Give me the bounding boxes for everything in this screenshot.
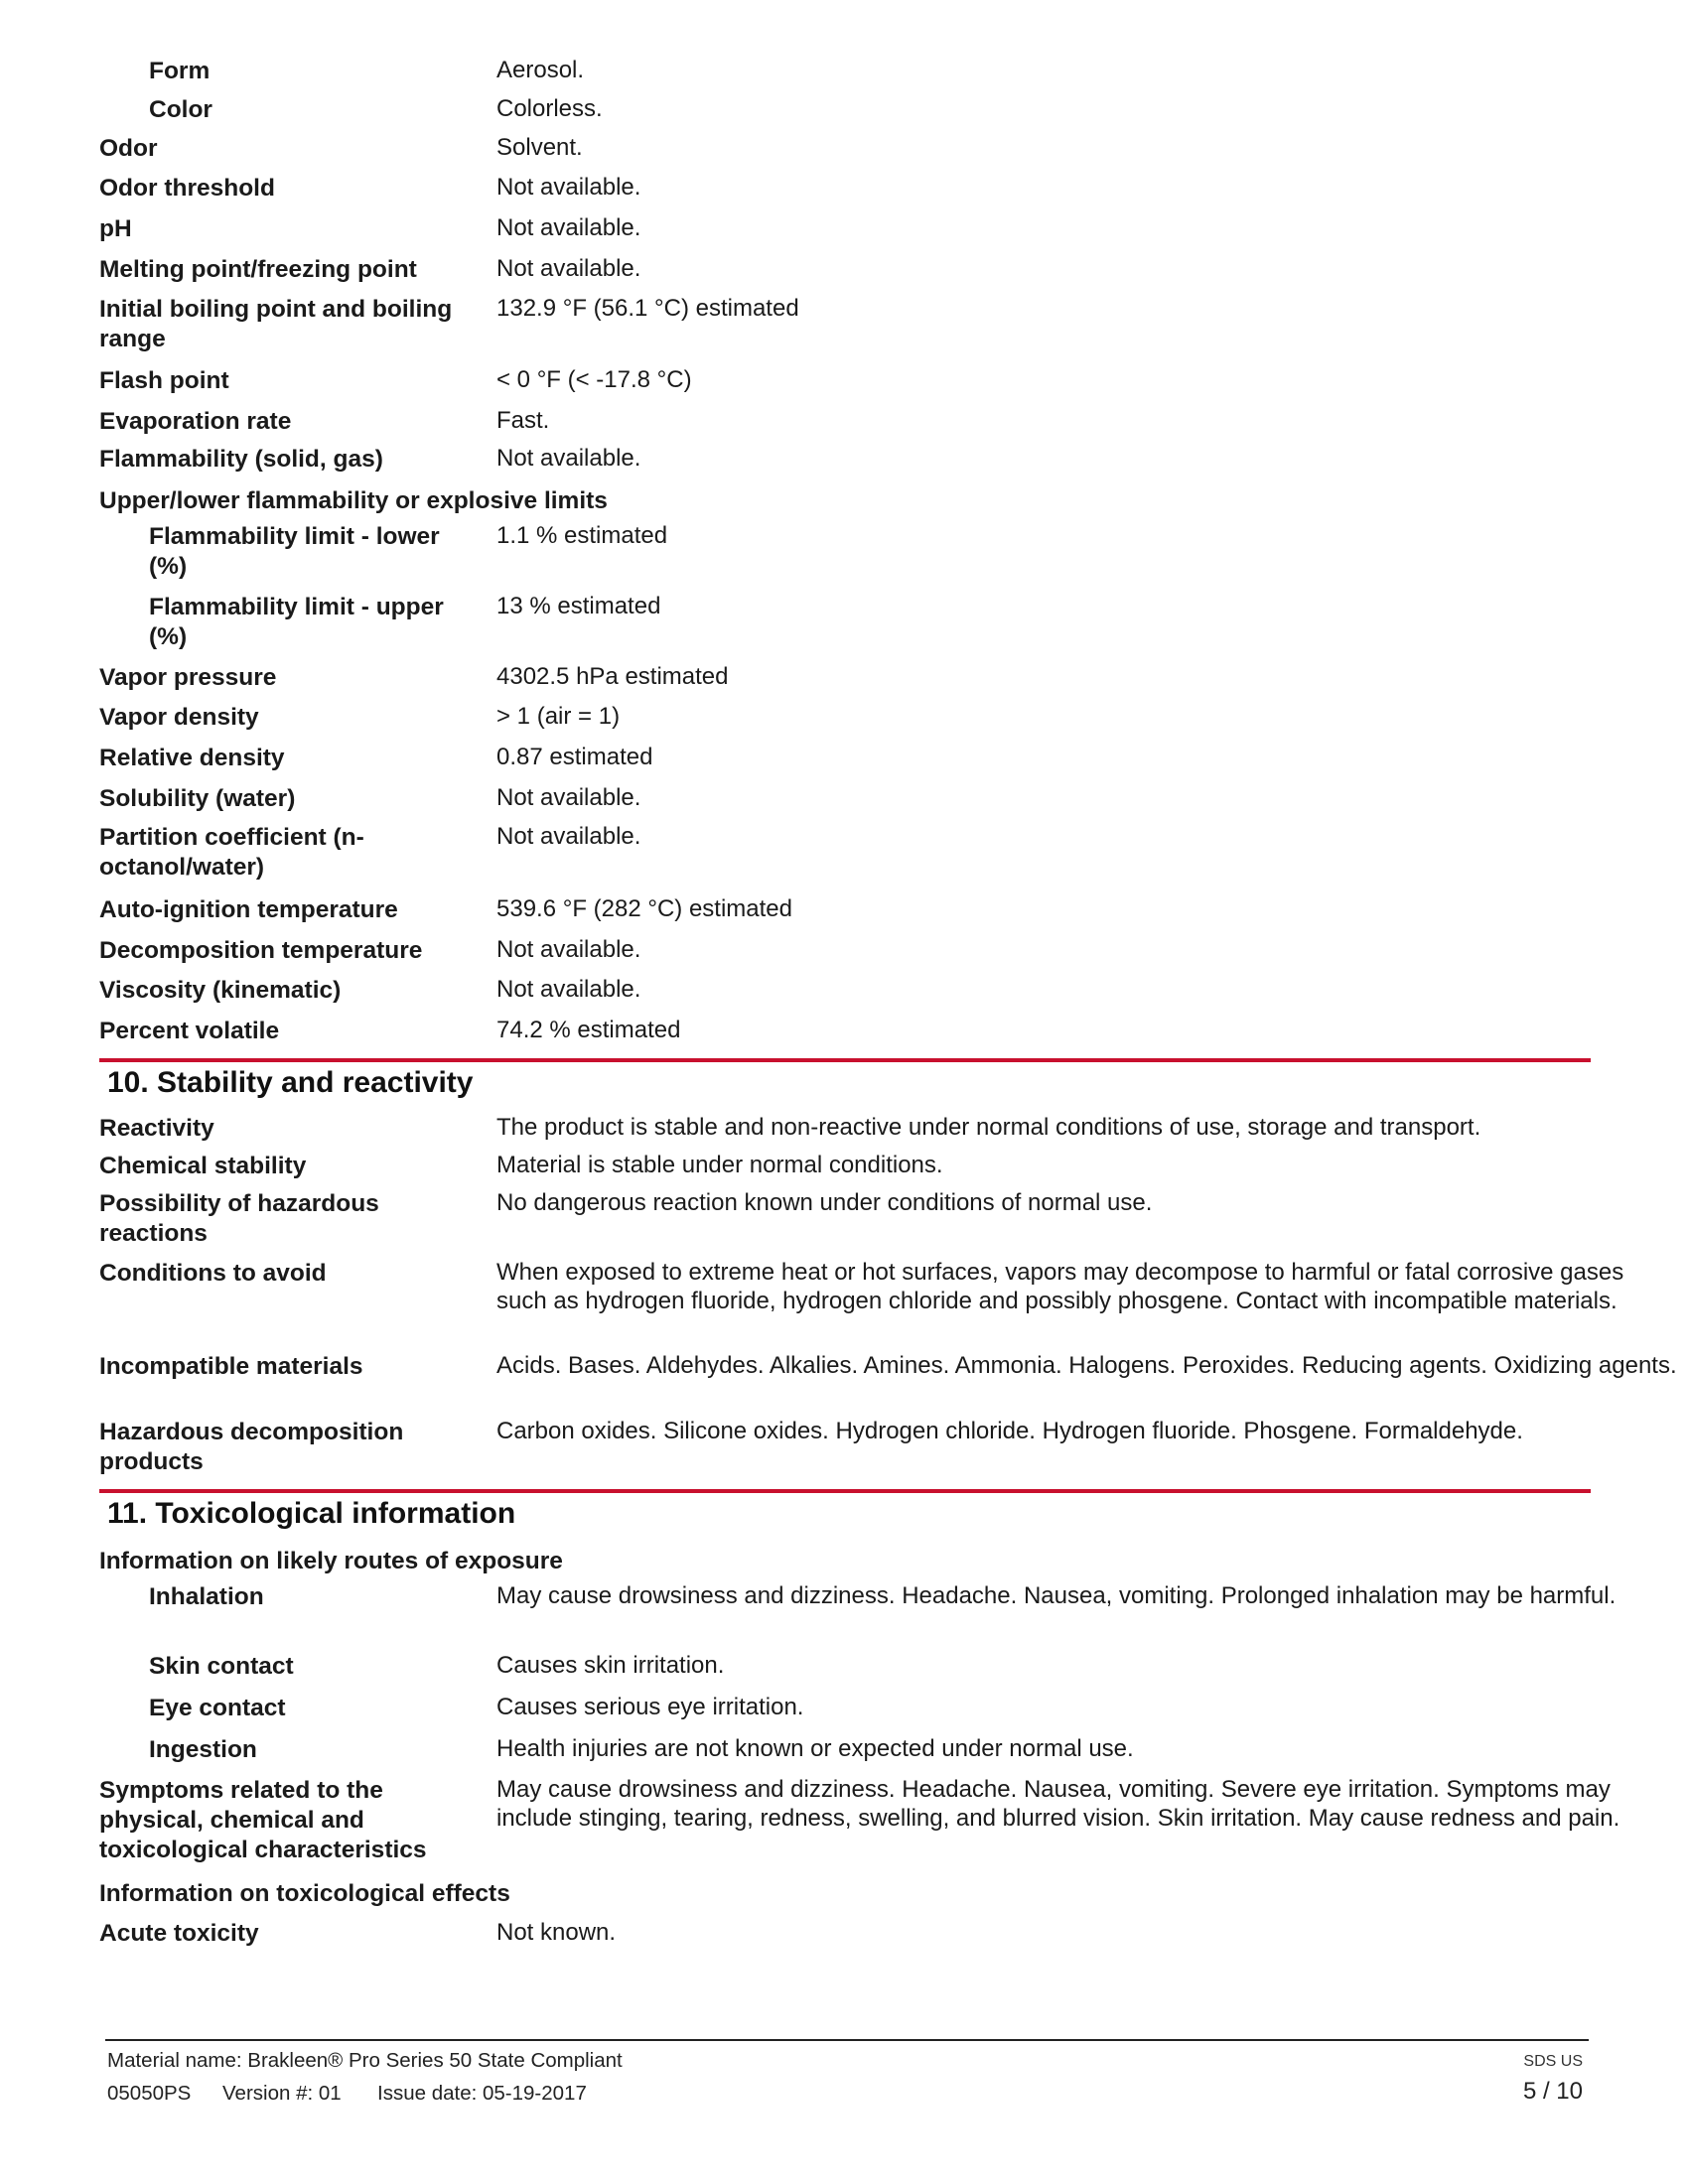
property-label: Flammability limit - upper (%) (149, 594, 444, 650)
exposure-label: Ingestion (149, 1736, 257, 1763)
footer-material-name: Material name: Brakleen® Pro Series 50 State Compliant (107, 2049, 623, 2072)
property-value: < 0 °F (< -17.8 °C) (496, 366, 692, 393)
property-label: Decomposition temperature (99, 937, 423, 964)
property-label: Relative density (99, 745, 285, 771)
footer-issue-date: Issue date: 05-19-2017 (377, 2082, 587, 2105)
stability-label: Chemical stability (99, 1153, 307, 1179)
routes-heading: Information on likely routes of exposure (99, 1548, 563, 1574)
property-value: 13 % estimated (496, 593, 661, 619)
property-value: 539.6 °F (282 °C) estimated (496, 895, 792, 922)
exposure-value: Causes serious eye irritation. (496, 1694, 804, 1720)
stability-label: Conditions to avoid (99, 1260, 327, 1287)
stability-label: Incompatible materials (99, 1353, 363, 1380)
stability-value: The product is stable and non-reactive under normal conditions of use, storage and transport. (496, 1114, 1481, 1141)
property-value: Fast. (496, 407, 550, 434)
property-label: pH (99, 215, 132, 242)
property-value: 0.87 estimated (496, 744, 653, 770)
property-label: Odor threshold (99, 175, 275, 202)
acute-toxicity-value: Not known. (496, 1919, 617, 1946)
property-value: Aerosol. (496, 57, 585, 83)
property-value: Not available. (496, 255, 641, 282)
property-value: 1.1 % estimated (496, 522, 668, 549)
property-value: Not available. (496, 445, 641, 472)
property-value: Solvent. (496, 134, 583, 161)
property-value: 74.2 % estimated (496, 1017, 681, 1043)
exposure-value: Causes skin irritation. (496, 1652, 725, 1679)
property-value: Not available. (496, 174, 641, 201)
property-label: Flammability (solid, gas) (99, 446, 383, 473)
property-label: Auto-ignition temperature (99, 896, 398, 923)
property-value: 132.9 °F (56.1 °C) estimated (496, 295, 799, 322)
property-label: Viscosity (kinematic) (99, 977, 342, 1004)
section-divider (99, 1489, 1591, 1493)
stability-value: Carbon oxides. Silicone oxides. Hydrogen chloride. Hydrogen fluoride. Phosgene. Formaldehyde. (496, 1418, 1523, 1444)
symptoms-value: May cause drowsiness and dizziness. Headache. Nausea, vomiting. Severe eye irritation. Symptoms may include stinging, tearing, redness, swelling, and blurred vision. Skin irritation. May cause redness and pain. (496, 1776, 1620, 1832)
property-label: Vapor density (99, 704, 259, 731)
effects-heading: Information on toxicological effects (99, 1880, 510, 1907)
property-value: Not available. (496, 936, 641, 963)
footer-version: Version #: 01 (222, 2082, 342, 2105)
property-value: Not available. (496, 214, 641, 241)
page-number: 5 / 10 (1522, 2078, 1583, 2105)
property-label: Solubility (water) (99, 785, 296, 812)
footer-doc-type: SDS US (1523, 2053, 1583, 2070)
section-11-title: 11. Toxicological information (107, 1497, 516, 1530)
property-label: Flash point (99, 367, 229, 394)
property-label: Form (149, 58, 211, 84)
property-label: Odor (99, 135, 158, 162)
property-label: Vapor pressure (99, 664, 277, 691)
stability-value: No dangerous reaction known under conditions of normal use. (496, 1189, 1153, 1216)
footer-product-code: 05050PS (107, 2082, 192, 2105)
property-value: Colorless. (496, 95, 603, 122)
symptoms-label: Symptoms related to the physical, chemical and toxicological characteristics (99, 1777, 427, 1863)
exposure-value: May cause drowsiness and dizziness. Headache. Nausea, vomiting. Prolonged inhalation may be harmful. (496, 1582, 1617, 1609)
section-divider (99, 1058, 1591, 1062)
exposure-label: Inhalation (149, 1583, 264, 1610)
exposure-label: Skin contact (149, 1653, 294, 1680)
property-group-heading: Upper/lower flammability or explosive limits (99, 487, 608, 514)
property-value: Not available. (496, 976, 641, 1003)
property-value: 4302.5 hPa estimated (496, 663, 729, 690)
property-label: Partition coefficient (n-octanol/water) (99, 824, 364, 881)
stability-label: Hazardous decomposition products (99, 1419, 404, 1475)
property-label: Flammability limit - lower (%) (149, 523, 440, 580)
stability-value: Material is stable under normal conditions. (496, 1152, 943, 1178)
stability-label: Reactivity (99, 1115, 214, 1142)
stability-value: Acids. Bases. Aldehydes. Alkalies. Amines. Ammonia. Halogens. Peroxides. Reducing agents. Oxidizing agents. (496, 1352, 1677, 1379)
property-label: Evaporation rate (99, 408, 292, 435)
property-value: Not available. (496, 823, 641, 850)
stability-label: Possibility of hazardous reactions (99, 1190, 379, 1247)
stability-value: When exposed to extreme heat or hot surfaces, vapors may decompose to harmful or fatal corrosive gases such as hydrogen fluoride, hydrogen chloride and possibly phosgene. Contact with incompatible materials. (496, 1259, 1624, 1314)
property-value: > 1 (air = 1) (496, 703, 621, 730)
property-label: Initial boiling point and boiling range (99, 296, 453, 352)
footer-divider (105, 2039, 1589, 2041)
property-value: Not available. (496, 784, 641, 811)
property-label: Percent volatile (99, 1018, 280, 1044)
acute-toxicity-label: Acute toxicity (99, 1920, 259, 1947)
section-10-title: 10. Stability and reactivity (107, 1066, 474, 1099)
property-label: Melting point/freezing point (99, 256, 417, 283)
exposure-label: Eye contact (149, 1695, 286, 1721)
exposure-value: Health injuries are not known or expected under normal use. (496, 1735, 1134, 1762)
property-label: Color (149, 96, 212, 123)
